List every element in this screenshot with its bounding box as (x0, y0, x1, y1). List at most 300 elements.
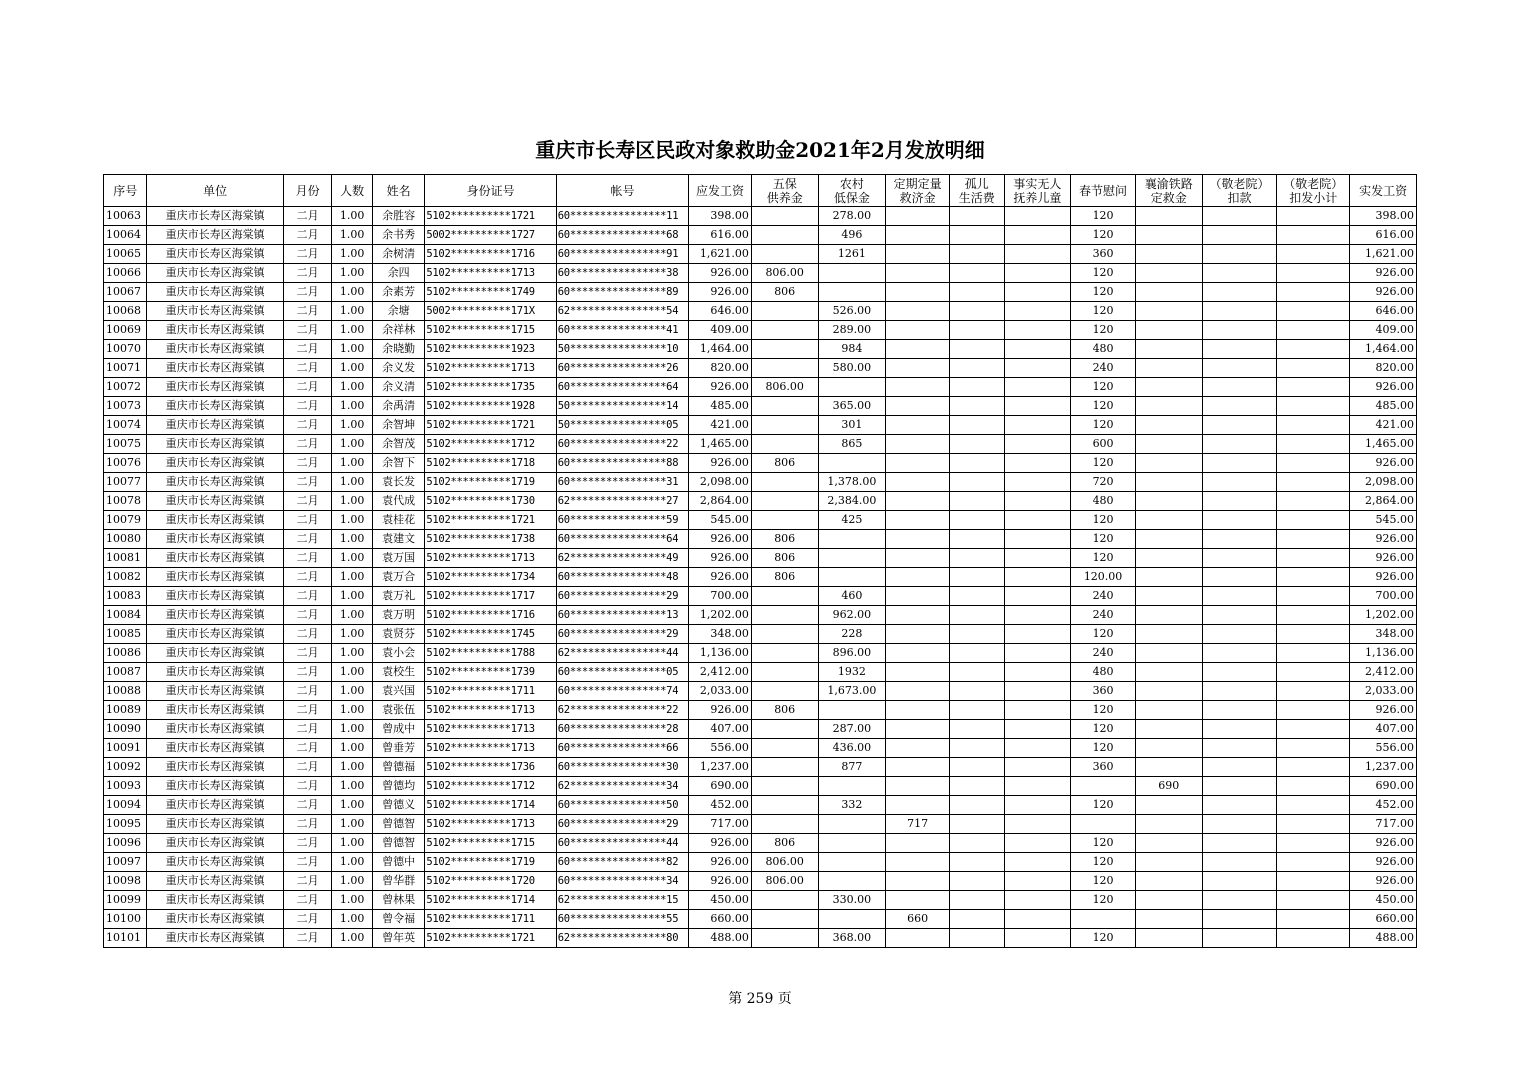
cell-fixed-relief (886, 511, 950, 530)
cell-unit: 重庆市长寿区海棠镇 (147, 720, 283, 739)
header-col-serial: 序号 (104, 175, 147, 207)
cell-id-number: 5102**********1713 (425, 739, 556, 758)
cell-id-number: 5102**********1734 (425, 568, 556, 587)
cell-id-number: 5102**********1719 (425, 473, 556, 492)
cell-five-guarantee (751, 682, 818, 701)
cell-rural-subsistence: 289.00 (818, 321, 886, 340)
cell-unit: 重庆市长寿区海棠镇 (147, 340, 283, 359)
cell-name: 曾垂芳 (372, 739, 425, 758)
cell-nursing-deduction-subtotal (1277, 511, 1350, 530)
cell-id-number: 5102**********1713 (425, 720, 556, 739)
cell-month: 二月 (283, 872, 332, 891)
cell-unit: 重庆市长寿区海棠镇 (147, 568, 283, 587)
cell-railway-relief (1135, 606, 1202, 625)
cell-fixed-relief (886, 777, 950, 796)
cell-serial: 10079 (104, 511, 147, 530)
header-col-de-facto-orphan: 事实无人 抚养儿童 (1004, 175, 1071, 207)
cell-de-facto-orphan (1004, 796, 1071, 815)
cell-railway-relief (1135, 644, 1202, 663)
cell-name: 袁贤芬 (372, 625, 425, 644)
cell-unit: 重庆市长寿区海棠镇 (147, 207, 283, 226)
cell-account: 60****************11 (556, 207, 688, 226)
cell-unit: 重庆市长寿区海棠镇 (147, 587, 283, 606)
cell-nursing-deduction (1202, 815, 1277, 834)
cell-spring-festival: 120 (1071, 283, 1136, 302)
cell-unit: 重庆市长寿区海棠镇 (147, 606, 283, 625)
cell-nursing-deduction-subtotal (1277, 359, 1350, 378)
cell-rural-subsistence (818, 283, 886, 302)
cell-unit: 重庆市长寿区海棠镇 (147, 435, 283, 454)
cell-net-pay: 646.00 (1350, 302, 1417, 321)
cell-unit: 重庆市长寿区海棠镇 (147, 530, 283, 549)
table-row (104, 549, 1417, 568)
cell-rural-subsistence: 2,384.00 (818, 492, 886, 511)
cell-fixed-relief (886, 454, 950, 473)
cell-nursing-deduction-subtotal (1277, 454, 1350, 473)
cell-net-pay: 1,465.00 (1350, 435, 1417, 454)
cell-spring-festival: 120 (1071, 321, 1136, 340)
cell-id-number: 5102**********1711 (425, 910, 556, 929)
table-row (104, 245, 1417, 264)
cell-de-facto-orphan (1004, 834, 1071, 853)
cell-rural-subsistence: 1261 (818, 245, 886, 264)
cell-nursing-deduction-subtotal (1277, 492, 1350, 511)
table-row (104, 720, 1417, 739)
cell-fixed-relief: 660 (886, 910, 950, 929)
cell-month: 二月 (283, 511, 332, 530)
cell-serial: 10083 (104, 587, 147, 606)
cell-five-guarantee (751, 606, 818, 625)
cell-payable: 407.00 (689, 720, 752, 739)
cell-payable: 545.00 (689, 511, 752, 530)
cell-orphan-living (949, 701, 1004, 720)
header-col-net-pay: 实发工资 (1350, 175, 1417, 207)
cell-account: 60****************38 (556, 264, 688, 283)
cell-railway-relief (1135, 701, 1202, 720)
cell-unit: 重庆市长寿区海棠镇 (147, 872, 283, 891)
cell-net-pay: 1,237.00 (1350, 758, 1417, 777)
cell-payable: 926.00 (689, 454, 752, 473)
cell-account: 60****************34 (556, 872, 688, 891)
cell-railway-relief (1135, 340, 1202, 359)
cell-de-facto-orphan (1004, 872, 1071, 891)
cell-spring-festival: 360 (1071, 682, 1136, 701)
cell-nursing-deduction-subtotal (1277, 226, 1350, 245)
cell-month: 二月 (283, 492, 332, 511)
cell-de-facto-orphan (1004, 815, 1071, 834)
cell-payable: 926.00 (689, 530, 752, 549)
cell-rural-subsistence (818, 568, 886, 587)
cell-id-number: 5102**********1716 (425, 606, 556, 625)
cell-spring-festival: 120 (1071, 264, 1136, 283)
cell-name: 袁万礼 (372, 587, 425, 606)
cell-net-pay: 820.00 (1350, 359, 1417, 378)
cell-serial: 10089 (104, 701, 147, 720)
cell-id-number: 5102**********1720 (425, 872, 556, 891)
cell-month: 二月 (283, 340, 332, 359)
cell-spring-festival: 240 (1071, 606, 1136, 625)
cell-unit: 重庆市长寿区海棠镇 (147, 359, 283, 378)
cell-five-guarantee (751, 340, 818, 359)
cell-serial: 10099 (104, 891, 147, 910)
cell-rural-subsistence (818, 853, 886, 872)
cell-railway-relief (1135, 245, 1202, 264)
header-col-fixed-relief: 定期定量 救济金 (886, 175, 950, 207)
cell-spring-festival: 120 (1071, 891, 1136, 910)
cell-railway-relief (1135, 359, 1202, 378)
cell-unit: 重庆市长寿区海棠镇 (147, 644, 283, 663)
cell-rural-subsistence (818, 777, 886, 796)
cell-fixed-relief (886, 340, 950, 359)
cell-serial: 10064 (104, 226, 147, 245)
cell-unit: 重庆市长寿区海棠镇 (147, 473, 283, 492)
cell-account: 50****************14 (556, 397, 688, 416)
cell-unit: 重庆市长寿区海棠镇 (147, 416, 283, 435)
cell-id-number: 5102**********1736 (425, 758, 556, 777)
cell-net-pay: 556.00 (1350, 739, 1417, 758)
cell-nursing-deduction-subtotal (1277, 777, 1350, 796)
cell-month: 二月 (283, 359, 332, 378)
cell-orphan-living (949, 644, 1004, 663)
table-row (104, 530, 1417, 549)
cell-nursing-deduction (1202, 511, 1277, 530)
cell-net-pay: 926.00 (1350, 701, 1417, 720)
cell-name: 袁建文 (372, 530, 425, 549)
cell-spring-festival: 120 (1071, 625, 1136, 644)
cell-count: 1.00 (332, 891, 372, 910)
cell-nursing-deduction (1202, 435, 1277, 454)
cell-name: 余智坤 (372, 416, 425, 435)
cell-name: 余义清 (372, 378, 425, 397)
cell-payable: 926.00 (689, 283, 752, 302)
cell-serial: 10087 (104, 663, 147, 682)
cell-orphan-living (949, 473, 1004, 492)
cell-payable: 1,621.00 (689, 245, 752, 264)
cell-railway-relief (1135, 834, 1202, 853)
cell-payable: 820.00 (689, 359, 752, 378)
cell-five-guarantee: 806.00 (751, 264, 818, 283)
cell-unit: 重庆市长寿区海棠镇 (147, 777, 283, 796)
cell-rural-subsistence: 962.00 (818, 606, 886, 625)
cell-net-pay: 421.00 (1350, 416, 1417, 435)
cell-month: 二月 (283, 834, 332, 853)
cell-count: 1.00 (332, 473, 372, 492)
cell-railway-relief: 690 (1135, 777, 1202, 796)
table-row (104, 302, 1417, 321)
table-row (104, 207, 1417, 226)
cell-id-number: 5102**********1715 (425, 321, 556, 340)
table-header-row (104, 175, 1417, 207)
cell-railway-relief (1135, 929, 1202, 948)
cell-rural-subsistence (818, 378, 886, 397)
cell-net-pay: 485.00 (1350, 397, 1417, 416)
cell-account: 60****************64 (556, 378, 688, 397)
cell-fixed-relief (886, 321, 950, 340)
header-col-orphan-living: 孤儿 生活费 (949, 175, 1004, 207)
cell-nursing-deduction (1202, 606, 1277, 625)
cell-account: 60****************28 (556, 720, 688, 739)
cell-count: 1.00 (332, 492, 372, 511)
cell-five-guarantee (751, 739, 818, 758)
cell-serial: 10084 (104, 606, 147, 625)
cell-rural-subsistence (818, 910, 886, 929)
table-row (104, 606, 1417, 625)
cell-name: 袁万明 (372, 606, 425, 625)
cell-orphan-living (949, 891, 1004, 910)
cell-de-facto-orphan (1004, 530, 1071, 549)
cell-month: 二月 (283, 226, 332, 245)
cell-count: 1.00 (332, 397, 372, 416)
cell-id-number: 5102**********1713 (425, 549, 556, 568)
table-row (104, 568, 1417, 587)
cell-orphan-living (949, 397, 1004, 416)
cell-fixed-relief (886, 302, 950, 321)
cell-spring-festival: 120 (1071, 226, 1136, 245)
cell-spring-festival: 120 (1071, 530, 1136, 549)
cell-net-pay: 690.00 (1350, 777, 1417, 796)
cell-de-facto-orphan (1004, 245, 1071, 264)
cell-five-guarantee (751, 302, 818, 321)
cell-fixed-relief (886, 853, 950, 872)
cell-name: 余禹清 (372, 397, 425, 416)
cell-de-facto-orphan (1004, 568, 1071, 587)
cell-rural-subsistence: 1,673.00 (818, 682, 886, 701)
cell-five-guarantee (751, 226, 818, 245)
cell-nursing-deduction (1202, 549, 1277, 568)
cell-de-facto-orphan (1004, 720, 1071, 739)
cell-count: 1.00 (332, 796, 372, 815)
cell-railway-relief (1135, 872, 1202, 891)
cell-account: 60****************68 (556, 226, 688, 245)
header-col-railway-relief: 襄渝铁路 定救金 (1135, 175, 1202, 207)
cell-account: 62****************49 (556, 549, 688, 568)
cell-fixed-relief (886, 416, 950, 435)
cell-five-guarantee (751, 910, 818, 929)
cell-railway-relief (1135, 283, 1202, 302)
cell-de-facto-orphan (1004, 739, 1071, 758)
cell-month: 二月 (283, 739, 332, 758)
cell-nursing-deduction (1202, 701, 1277, 720)
cell-nursing-deduction (1202, 834, 1277, 853)
cell-serial: 10093 (104, 777, 147, 796)
page-title: 重庆市长寿区民政对象救助金2021年2月发放明细 (535, 138, 985, 162)
cell-spring-festival: 480 (1071, 663, 1136, 682)
cell-rural-subsistence: 877 (818, 758, 886, 777)
cell-name: 袁校生 (372, 663, 425, 682)
cell-unit: 重庆市长寿区海棠镇 (147, 625, 283, 644)
cell-nursing-deduction (1202, 796, 1277, 815)
table-row (104, 853, 1417, 872)
cell-net-pay: 407.00 (1350, 720, 1417, 739)
cell-payable: 2,412.00 (689, 663, 752, 682)
cell-nursing-deduction-subtotal (1277, 853, 1350, 872)
cell-nursing-deduction (1202, 226, 1277, 245)
cell-nursing-deduction (1202, 891, 1277, 910)
cell-five-guarantee: 806 (751, 549, 818, 568)
cell-unit: 重庆市长寿区海棠镇 (147, 796, 283, 815)
cell-orphan-living (949, 568, 1004, 587)
cell-orphan-living (949, 815, 1004, 834)
cell-unit: 重庆市长寿区海棠镇 (147, 815, 283, 834)
cell-fixed-relief (886, 606, 950, 625)
cell-de-facto-orphan (1004, 492, 1071, 511)
cell-fixed-relief (886, 264, 950, 283)
cell-railway-relief (1135, 910, 1202, 929)
cell-count: 1.00 (332, 511, 372, 530)
cell-orphan-living (949, 796, 1004, 815)
cell-rural-subsistence (818, 701, 886, 720)
cell-rural-subsistence (818, 834, 886, 853)
cell-de-facto-orphan (1004, 207, 1071, 226)
cell-count: 1.00 (332, 283, 372, 302)
cell-payable: 700.00 (689, 587, 752, 606)
header-col-name: 姓名 (372, 175, 425, 207)
cell-count: 1.00 (332, 378, 372, 397)
cell-orphan-living (949, 302, 1004, 321)
cell-rural-subsistence: 580.00 (818, 359, 886, 378)
cell-nursing-deduction-subtotal (1277, 796, 1350, 815)
cell-de-facto-orphan (1004, 625, 1071, 644)
cell-serial: 10076 (104, 454, 147, 473)
cell-five-guarantee: 806 (751, 701, 818, 720)
cell-de-facto-orphan (1004, 302, 1071, 321)
cell-id-number: 5102**********1716 (425, 245, 556, 264)
cell-nursing-deduction-subtotal (1277, 682, 1350, 701)
cell-spring-festival: 120 (1071, 929, 1136, 948)
cell-serial: 10073 (104, 397, 147, 416)
cell-name: 袁万国 (372, 549, 425, 568)
cell-name: 余四 (372, 264, 425, 283)
table-row (104, 321, 1417, 340)
cell-de-facto-orphan (1004, 264, 1071, 283)
table-row (104, 663, 1417, 682)
cell-name: 余祥林 (372, 321, 425, 340)
cell-count: 1.00 (332, 454, 372, 473)
cell-nursing-deduction-subtotal (1277, 340, 1350, 359)
cell-spring-festival: 120 (1071, 378, 1136, 397)
cell-five-guarantee (751, 359, 818, 378)
cell-net-pay: 1,202.00 (1350, 606, 1417, 625)
cell-month: 二月 (283, 245, 332, 264)
cell-account: 60****************29 (556, 815, 688, 834)
cell-net-pay: 700.00 (1350, 587, 1417, 606)
cell-account: 60****************22 (556, 435, 688, 454)
cell-railway-relief (1135, 625, 1202, 644)
cell-net-pay: 926.00 (1350, 568, 1417, 587)
cell-month: 二月 (283, 416, 332, 435)
cell-serial: 10063 (104, 207, 147, 226)
cell-serial: 10101 (104, 929, 147, 948)
cell-nursing-deduction (1202, 245, 1277, 264)
cell-count: 1.00 (332, 739, 372, 758)
cell-unit: 重庆市长寿区海棠镇 (147, 834, 283, 853)
cell-name: 曾德义 (372, 796, 425, 815)
cell-railway-relief (1135, 549, 1202, 568)
cell-nursing-deduction-subtotal (1277, 663, 1350, 682)
cell-railway-relief (1135, 302, 1202, 321)
cell-account: 60****************29 (556, 625, 688, 644)
cell-payable: 348.00 (689, 625, 752, 644)
cell-nursing-deduction-subtotal (1277, 739, 1350, 758)
cell-name: 袁代成 (372, 492, 425, 511)
cell-net-pay: 488.00 (1350, 929, 1417, 948)
cell-railway-relief (1135, 796, 1202, 815)
cell-count: 1.00 (332, 587, 372, 606)
cell-nursing-deduction-subtotal (1277, 606, 1350, 625)
cell-name: 曾德智 (372, 815, 425, 834)
table-row (104, 929, 1417, 948)
cell-nursing-deduction-subtotal (1277, 929, 1350, 948)
cell-spring-festival: 120 (1071, 701, 1136, 720)
cell-payable: 421.00 (689, 416, 752, 435)
cell-count: 1.00 (332, 777, 372, 796)
cell-payable: 1,237.00 (689, 758, 752, 777)
cell-id-number: 5102**********1713 (425, 815, 556, 834)
cell-railway-relief (1135, 682, 1202, 701)
table-row (104, 891, 1417, 910)
cell-railway-relief (1135, 568, 1202, 587)
cell-fixed-relief (886, 720, 950, 739)
cell-count: 1.00 (332, 359, 372, 378)
cell-unit: 重庆市长寿区海棠镇 (147, 739, 283, 758)
cell-spring-festival: 120 (1071, 853, 1136, 872)
cell-month: 二月 (283, 644, 332, 663)
cell-orphan-living (949, 340, 1004, 359)
cell-nursing-deduction (1202, 283, 1277, 302)
cell-five-guarantee: 806.00 (751, 378, 818, 397)
cell-nursing-deduction (1202, 207, 1277, 226)
cell-name: 袁张伍 (372, 701, 425, 720)
cell-five-guarantee (751, 245, 818, 264)
cell-rural-subsistence: 1,378.00 (818, 473, 886, 492)
cell-orphan-living (949, 359, 1004, 378)
cell-account: 60****************66 (556, 739, 688, 758)
cell-month: 二月 (283, 283, 332, 302)
cell-name: 余素芳 (372, 283, 425, 302)
cell-five-guarantee (751, 777, 818, 796)
cell-railway-relief (1135, 758, 1202, 777)
cell-railway-relief (1135, 397, 1202, 416)
cell-five-guarantee: 806 (751, 283, 818, 302)
cell-orphan-living (949, 910, 1004, 929)
cell-id-number: 5102**********1721 (425, 416, 556, 435)
cell-nursing-deduction (1202, 416, 1277, 435)
cell-nursing-deduction (1202, 910, 1277, 929)
cell-de-facto-orphan (1004, 359, 1071, 378)
table-row (104, 340, 1417, 359)
cell-fixed-relief (886, 549, 950, 568)
cell-month: 二月 (283, 625, 332, 644)
cell-account: 50****************05 (556, 416, 688, 435)
cell-name: 余塘 (372, 302, 425, 321)
cell-net-pay: 926.00 (1350, 454, 1417, 473)
cell-five-guarantee: 806 (751, 454, 818, 473)
cell-nursing-deduction-subtotal (1277, 644, 1350, 663)
cell-month: 二月 (283, 530, 332, 549)
cell-spring-festival: 120 (1071, 511, 1136, 530)
cell-payable: 690.00 (689, 777, 752, 796)
cell-month: 二月 (283, 207, 332, 226)
cell-fixed-relief (886, 283, 950, 302)
cell-account: 62****************27 (556, 492, 688, 511)
table-row (104, 359, 1417, 378)
cell-de-facto-orphan (1004, 435, 1071, 454)
table-row (104, 758, 1417, 777)
cell-orphan-living (949, 530, 1004, 549)
relief-table-container (103, 174, 1417, 948)
cell-id-number: 5102**********1721 (425, 207, 556, 226)
cell-de-facto-orphan (1004, 758, 1071, 777)
